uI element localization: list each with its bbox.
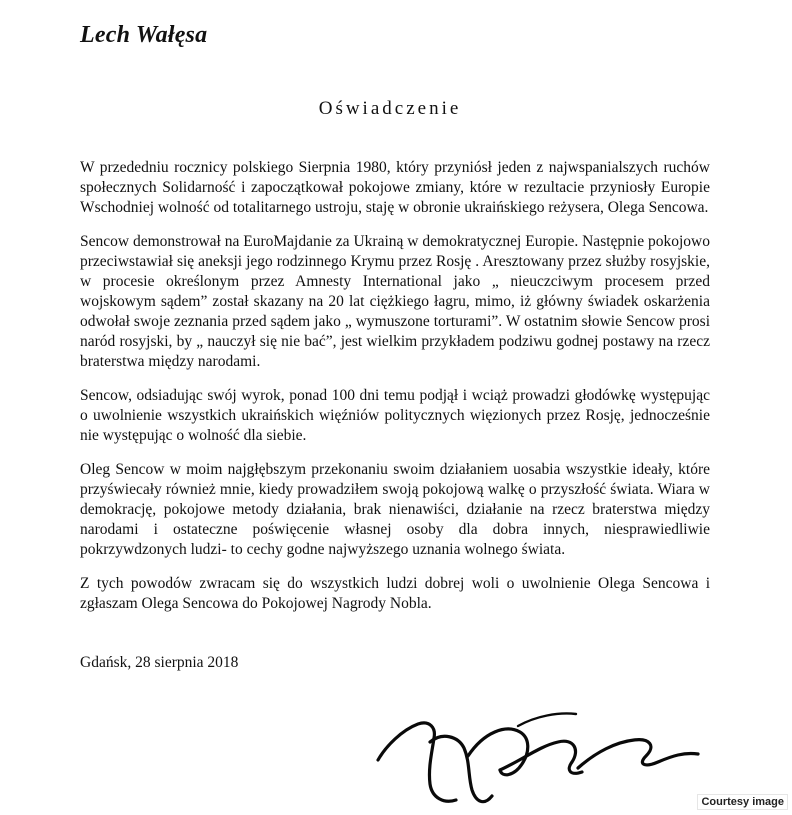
document-body	[80, 158, 710, 628]
handwritten-signature	[372, 672, 712, 812]
signature-stroke-4	[500, 741, 582, 773]
signature-stroke-5	[578, 740, 698, 768]
paragraph-1: W przededniu rocznicy polskiego Sierpnia 1980, który przyniósł jeden z najwspanialszych ruchów społecznych Solidarność i zapoczątkował pokojowe zmiany, które w rezultacie przyniosły Europie Wschodniej wolność od totalitarnego ustroju, staję w obronie ukraińskiego reżysera, Olega Sencowa.	[80, 159, 710, 216]
signature-stroke-6	[518, 714, 576, 727]
signature-stroke-3	[468, 729, 528, 775]
place-and-date: Gdańsk, 28 sierpnia 2018	[80, 654, 239, 671]
paragraph-4: Oleg Sencow w moim najgłębszym przekonaniu swoim działaniem uosabia wszystkie ideały, które przyświecały również mnie, kiedy prowadziłem swoją pokojową walkę o przyszłość świata. Wiara w demokrację, pokojowe metody działania, brak nienawiści, działanie na rzecz braterstwa między narodami i ostateczne poświęcenie własnej osoby dla dobra innych, niesprawiedliwie pokrzywdzonych ludzi- to cechy godne najwyższego uznania wolnego świata.	[80, 461, 710, 558]
paragraph-5: Z tych powodów zwracam się do wszystkich ludzi dobrej woli o uwolnienie Olega Sencowa i zgłaszam Olega Sencowa do Pokojowej Nagrody Nobla.	[80, 575, 710, 612]
paragraph-3: Sencow, odsiadując swój wyrok, ponad 100 dni temu podjął i wciąż prowadzi głodówkę występując o uwolnienie wszystkich ukraińskich więźniów politycznych więzionych przez Rosję, jednocześnie nie występując o wolność dla siebie.	[80, 387, 710, 444]
document-title: Oświadczenie	[318, 98, 462, 119]
letterhead-name: Lech Wałęsa	[80, 22, 208, 48]
signature-stroke-2	[430, 736, 492, 801]
signature-stroke-1	[378, 723, 456, 801]
paragraph-2: Sencow demonstrował na EuroMajdanie za Ukrainą w demokratycznej Europie. Następnie pokojowo przeciwstawiał się aneksji jego rodzinnego Krymu przez Rosję . Aresztowany przez służby rosyjskie, w procesie określonym przez Amnesty International jako „ nieuczciwym procesem przed wojskowym sądem” został skazany na 20 lat ciężkiego łagru, mimo, iż główny świadek oskarżenia odwołał swoje zeznania przed sądem jako „ wymuszone torturami”. W ostatnim słowie Sencow prosi naród rosyjski, by „ nauczył się nie bać”, jest wielkim przykładem podziwu godnej postawy na rzecz braterstwa między narodami.	[80, 233, 710, 370]
image-credit: Courtesy image	[697, 794, 788, 810]
